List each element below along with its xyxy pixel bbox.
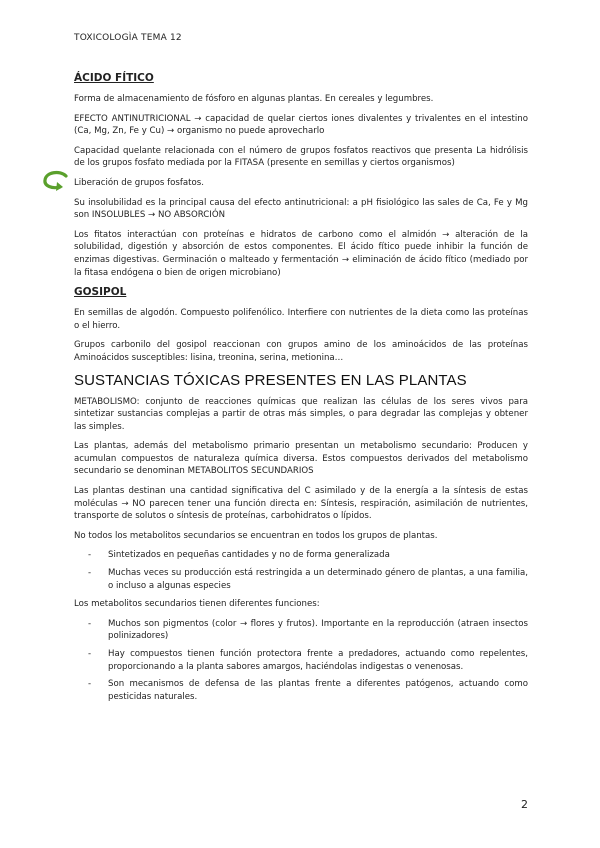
list-item: - Sintetizados en pequeñas cantidades y no de forma generalizada: [108, 549, 528, 562]
bullet-list: [74, 549, 528, 592]
paragraph: Los metabolitos secundarios tienen diferentes funciones:: [74, 599, 320, 610]
paragraph: Liberación de grupos fosfatos.: [74, 177, 204, 188]
list-item: - Muchas veces su producción está restringida a un determinado género de plantas, a una familia, o incluso a algunas especies: [108, 567, 528, 592]
paragraph: Grupos carbonilo del gosipol reaccionan con grupos amino de los aminoácidos de las proteínas Aminoácidos susceptibles: lisina, treonina, serina, metionina…: [74, 340, 528, 363]
paragraph: Capacidad quelante relacionada con el número de grupos fosfatos reactivos que presenta La hidrólisis de los grupos fosfato mediada por la FITASA (presente en semillas y ciertos organismos): [74, 145, 528, 169]
paragraph: Forma de almacenamiento de fósforo en algunas plantas. En cereales y legumbres.: [74, 94, 434, 104]
paragraph: No todos los metabolitos secundarios se encuentran en todos los grupos de plantas.: [74, 530, 438, 541]
page-header: TOXICOLOGÌA TEMA 12: [74, 33, 182, 43]
section-title-gosipol: GOSIPOL: [74, 286, 127, 299]
list-item: - Hay compuestos tienen función protectora frente a predadores, actuando como repelentes, proporcionando a la planta sabores amargos, haciéndolas indigestas o venenosas.: [108, 648, 528, 673]
paragraph: METABOLISMO: conjunto de reacciones químicas que realizan las células de los seres vivos para sintetizar sustancias complejas a partir de otras más simples, o para degradar las complejas y obtener las simples.: [74, 396, 528, 432]
paragraph: EFECTO ANTINUTRICIONAL → capacidad de quelar ciertos iones divalentes y trivalentes en el intestino (Ca, Mg, Zn, Fe y Cu) → organismo no puede aprovecharlo: [74, 113, 528, 137]
list-item: - Son mecanismos de defensa de las plantas frente a diferentes patógenos, actuando como pesticidas naturales.: [108, 678, 528, 703]
paragraph: Las plantas destinan una cantidad significativa del C asimilado y de la energía a la síntesis de estas moléculas → NO parecen tener una función directa en: Síntesis, respiración, asimilación de nutrientes, transporte de solutos o síntesis de proteínas, carbohidratos o lípidos.: [74, 486, 528, 522]
paragraph: Su insolubilidad es la principal causa del efecto antinutricional: a pH fisiológico las sales de Ca, Fe y Mg son INSOLUBLES → NO ABSORCIÓN: [74, 197, 528, 221]
paragraph: En semillas de algodón. Compuesto polifenólico. Interfiere con nutrientes de la dieta como las proteínas o el hierro.: [74, 308, 528, 331]
bullet-list: [74, 618, 528, 704]
curved-arrow-icon: [40, 170, 70, 192]
paragraph: Las plantas, además del metabolismo primario presentan un metabolismo secundario: Producen y acumulan compuestos de naturaleza química diversa. Estos compuestos derivados del metabolismo secundario se denominan METABOLITOS SECUNDARIOS: [74, 441, 528, 477]
list-item: - Muchos son pigmentos (color → flores y frutos). Importante en la reproducción (atraen insectos polinizadores): [108, 618, 528, 643]
document-body: [74, 72, 528, 709]
section-title-acido-fitico: ÁCIDO FÍTICO: [74, 72, 154, 84]
paragraph: Los fitatos interactúan con proteínas e hidratos de carbono como el almidón → alteración de la solubilidad, digestión y absorción de estos componentes. El ácido fítico puede inhibir la función de enzimas digestivas. Germinación o malteado y fermentación → eliminación de ácido fítico (mediado por la fitasa endógena o bien de origen microbiano): [74, 229, 528, 278]
page-number: 2: [521, 798, 528, 811]
section-title-sustancias: SUSTANCIAS TÓXICAS PRESENTES EN LAS PLANTAS: [74, 371, 467, 389]
